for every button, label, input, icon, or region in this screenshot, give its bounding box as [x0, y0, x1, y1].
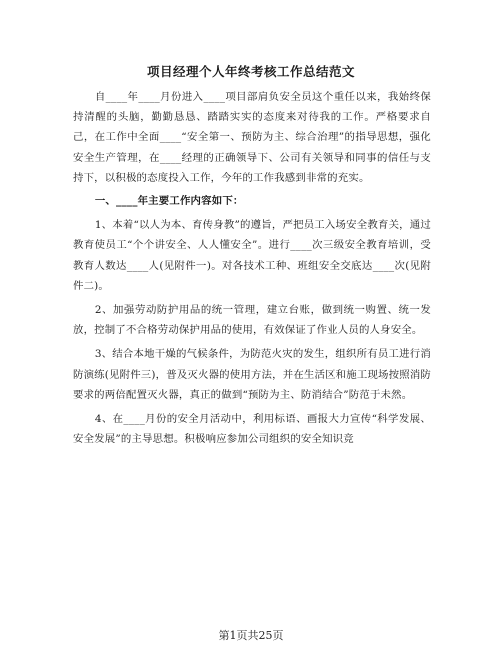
- work-item-4: 4、在____月份的安全月活动中，利用标语、画报大力宣传“科学发展、安全发展”的主导思想。积极响应参加公司组织的安全知识竞: [73, 413, 431, 446]
- work-item-3: 3、结合本地干燥的气候条件，为防范火灾的发生，组织所有员工进行消防演练(见附件三)，普及灭火器的使用方法，并在生活区和施工现场按照消防要求的两倍配置灭火器，真正的做到“预防为主、防消结合”防范于未然。: [73, 348, 431, 401]
- intro-paragraph: 自____年____月份进入____项目部肩负安全员这个重任以来，我始终保持清醒的头脑，勤勤恳恳、踏踏实实的态度来对待我的工作。严格要求自己，在工作中全面____“安全第一、预防为主、综合治理”的指导思想，强化安全生产管理，在____经理的正确领导下、公司有关领导和同事的信任与支持下，以积极的态度投入工作，今年的工作我感到非常的充实。: [73, 91, 431, 184]
- section-heading: 一、____年主要工作内容如下：: [94, 195, 244, 208]
- document-title: 项目经理个人年终考核工作总结范文: [146, 64, 355, 79]
- work-item-1: 1、本着“以人为本、育传身教”的遵旨，严把员工入场安全教育关，通过教育使员工“个个讲安全、人人懂安全”。进行____次三级安全教育培训，受教育人数达____人(见附件一)。对各技术工种、班组安全交底达____次(见附件二)。: [73, 219, 431, 292]
- work-item-2: 2、加强劳动防护用品的统一管理，建立台账，做到统一购置、统一发放，控制了不合格劳动保护用品的使用，有效保证了作业人员的人身安全。: [73, 304, 431, 337]
- page-number: 第1页共25页: [218, 629, 284, 642]
- document-body: [73, 87, 431, 449]
